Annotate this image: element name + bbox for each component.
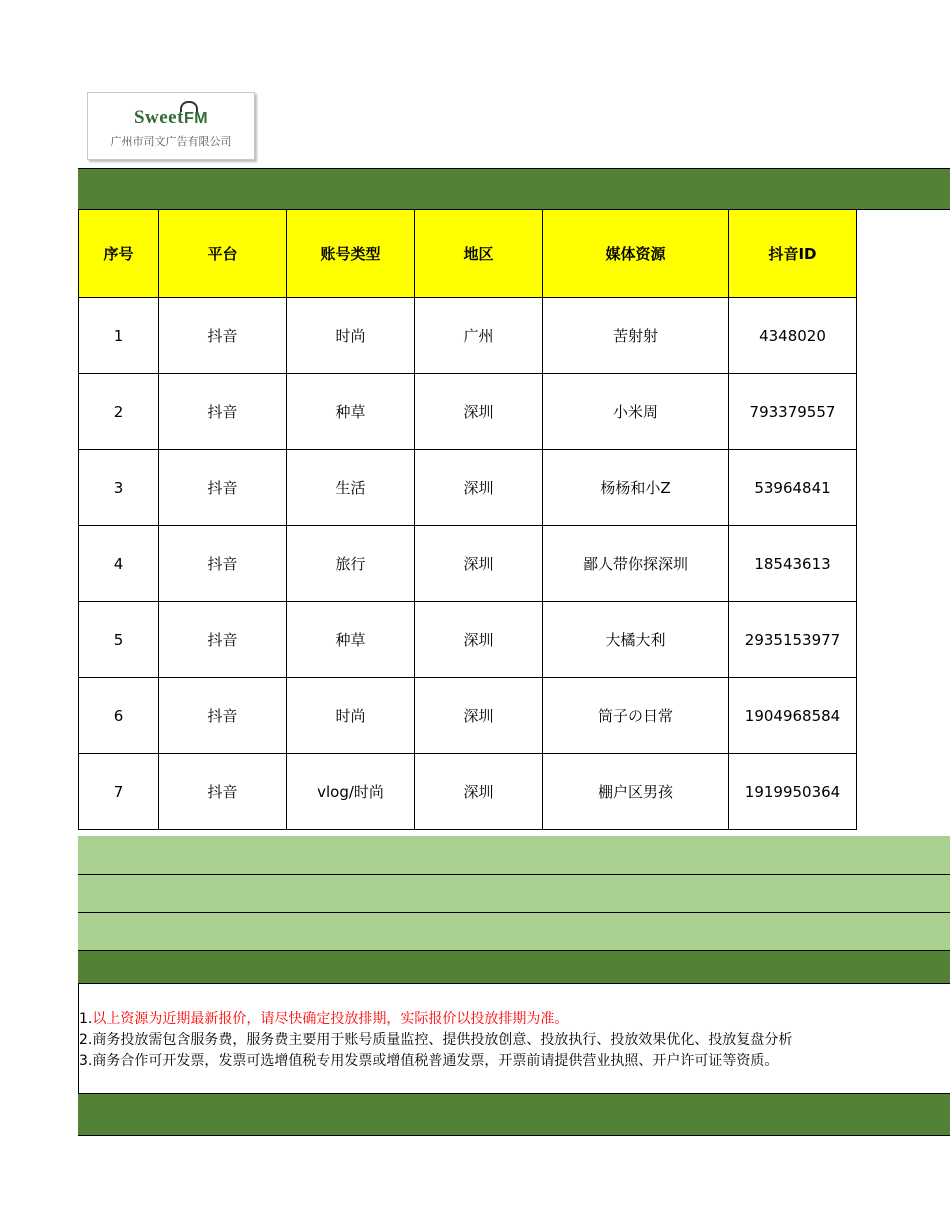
table-row (79, 602, 857, 678)
cell-platform: 抖音 (159, 450, 287, 526)
header-index: 序号 (79, 210, 159, 298)
cell-index: 3 (79, 450, 159, 526)
cell-index: 7 (79, 754, 159, 830)
cell-douyin-id: 793379557 (729, 374, 857, 450)
table-row (79, 450, 857, 526)
cell-platform: 抖音 (159, 678, 287, 754)
cell-index: 1 (79, 298, 159, 374)
cell-index: 6 (79, 678, 159, 754)
header-platform: 平台 (159, 210, 287, 298)
company-logo (87, 92, 255, 160)
cell-account-type: 时尚 (287, 678, 415, 754)
notes-section (78, 983, 950, 1093)
cell-account-type: 生活 (287, 450, 415, 526)
cell-region: 深圳 (415, 602, 543, 678)
cell-platform: 抖音 (159, 526, 287, 602)
logo-brand-text: Sweet (133, 107, 184, 128)
resource-table-wrap (78, 209, 857, 830)
cell-platform: 抖音 (159, 298, 287, 374)
note-line-1-prefix: 1. (79, 1011, 93, 1027)
table-row (79, 678, 857, 754)
table-header-row (79, 210, 857, 298)
cell-region: 深圳 (415, 374, 543, 450)
footer-band (78, 1093, 950, 1136)
cell-douyin-id: 18543613 (729, 526, 857, 602)
header-region: 地区 (415, 210, 543, 298)
resource-table (78, 209, 857, 830)
cell-douyin-id: 4348020 (729, 298, 857, 374)
logo-brand-fm: FM (183, 110, 209, 127)
cell-account-type: 时尚 (287, 298, 415, 374)
table-row (79, 298, 857, 374)
table-row (79, 754, 857, 830)
cell-douyin-id: 1919950364 (729, 754, 857, 830)
cell-region: 深圳 (415, 754, 543, 830)
cell-account-type: 种草 (287, 374, 415, 450)
cell-region: 广州 (415, 298, 543, 374)
note-line-1 (79, 1009, 950, 1030)
note-line-2: 2.商务投放需包含服务费，服务费主要用于账号质量监控、提供投放创意、投放执行、投放效果优化、投放复盘分析 (79, 1032, 793, 1048)
cell-account-type: 种草 (287, 602, 415, 678)
cell-media: 杨杨和小Z (543, 450, 729, 526)
cell-account-type: vlog/时尚 (287, 754, 415, 830)
cell-media: 棚户区男孩 (543, 754, 729, 830)
note-line-3: 3.商务合作可开发票，发票可选增值税专用发票或增值税普通发票，开票前请提供营业执照、开户许可证等资质。 (79, 1053, 779, 1069)
cell-media: 筒子の日常 (543, 678, 729, 754)
title-band (78, 168, 950, 210)
notes-title-band (78, 950, 950, 984)
cell-media: 大橘大利 (543, 602, 729, 678)
cell-region: 深圳 (415, 678, 543, 754)
header-account-type: 账号类型 (287, 210, 415, 298)
cell-platform: 抖音 (159, 374, 287, 450)
summary-band-2 (78, 875, 950, 913)
table-row (79, 526, 857, 602)
cell-media: 小米周 (543, 374, 729, 450)
table-row (79, 374, 857, 450)
note-line-1-text: 以上资源为近期最新报价，请尽快确定投放排期，实际报价以投放排期为准。 (92, 1011, 569, 1027)
cell-index: 5 (79, 602, 159, 678)
summary-band-1 (78, 836, 950, 875)
cell-douyin-id: 1904968584 (729, 678, 857, 754)
cell-douyin-id: 53964841 (729, 450, 857, 526)
cell-account-type: 旅行 (287, 526, 415, 602)
logo-brand (88, 107, 254, 129)
cell-region: 深圳 (415, 450, 543, 526)
cell-media: 鄙人带你探深圳 (543, 526, 729, 602)
cell-platform: 抖音 (159, 754, 287, 830)
cell-index: 2 (79, 374, 159, 450)
cell-region: 深圳 (415, 526, 543, 602)
header-media: 媒体资源 (543, 210, 729, 298)
summary-band-3 (78, 913, 950, 951)
logo-company-name: 广州市司文广告有限公司 (110, 135, 232, 148)
cell-platform: 抖音 (159, 602, 287, 678)
cell-media: 苦射射 (543, 298, 729, 374)
cell-douyin-id: 2935153977 (729, 602, 857, 678)
cell-index: 4 (79, 526, 159, 602)
header-douyin-id: 抖音ID (729, 210, 857, 298)
